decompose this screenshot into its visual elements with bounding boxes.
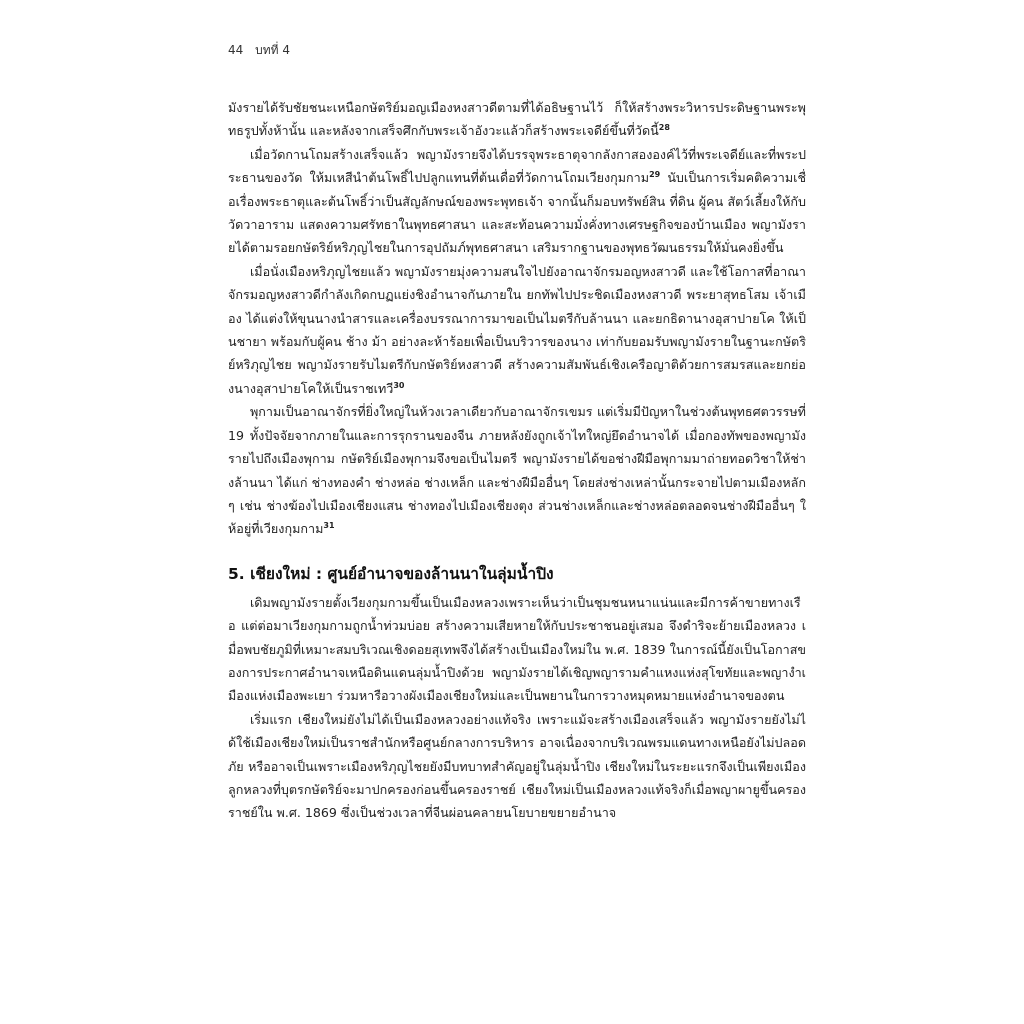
section-heading: 5. เชียงใหม่ : ศูนย์อำนาจของล้านนาในลุ่มน้ำปิง: [228, 564, 554, 583]
footnote-marker: 28: [658, 123, 670, 133]
footnote-marker: 29: [649, 170, 661, 180]
page-number: 44: [228, 43, 244, 57]
paragraph: [228, 708, 806, 825]
paragraph-continued: [228, 96, 806, 143]
paragraph-text: พุกามเป็นอาณาจักรที่ยิ่งใหญ่ในห้วงเวลาเดียวกับอาณาจักรเขมร แต่เริ่มมีปัญหาในช่วงต้นพุทธศตวรรษที่ 19 ทั้งปัจจัยจากภายในและการรุกรานของจีน ภายหลังยังถูกเจ้าไทใหญ่ยึดอำนาจได้ เมื่อกองทัพของพญามังรายไปถึงเมืองพุกาม กษัตริย์เมืองพุกามจึงขอเป็นไมตรี พญามังรายได้ขอช่างฝีมือพุกามมาถ่ายทอดวิชาให้ช่างล้านนา ได้แก่ ช่างทองคำ ช่างหล่อ ช่างเหล็ก และช่างฝีมืออื่นๆ โดยส่งช่างเหล่านั้นกระจายไปตามเมืองหลักๆ เช่น ช่างฆ้องไปเมืองเชียงแสน ช่างทองไปเมืองเชียงตุง ส่วนช่างเหล็กและช่างหล่อตลอดจนช่างฝีมืออื่นๆ ให้อยู่ที่เวียงกุมกาม: [228, 404, 806, 537]
paragraph: [228, 143, 806, 260]
paragraph-text: เริ่มแรก เชียงใหม่ยังไม่ได้เป็นเมืองหลวงอย่างแท้จริง เพราะแม้จะสร้างเมืองเสร็จแล้ว พญามังรายยังไม่ได้ใช้เมืองเชียงใหม่เป็นราชสำนักหรือศูนย์กลางการบริหาร อาจเนื่องจากบริเวณพรมแดนทางเหนือยังไม่ปลอดภัย หรืออาจเป็นเพราะเมืองหริภุญไชยยังมีบทบาทสำคัญอยู่ในลุ่มน้ำปิง เชียงใหม่ในระยะแรกจึงเป็นเพียงเมืองลูกหลวงที่บุตรกษัตริย์จะมาปกครองก่อนขึ้นครองราชย์ เชียงใหม่เป็นเมืองหลวงแท้จริงก็เมื่อพญาผายูขึ้นครองราชย์ใน พ.ศ. 1869 ซึ่งเป็นช่วงเวลาที่จีนผ่อนคลายนโยบายขยายอำนาจ: [228, 711, 806, 821]
footnote-marker: 31: [323, 521, 335, 531]
paragraph-text-tail: นับเป็นการเริ่มคติความเชื่อเรื่องพระธาตุและต้นโพธิ์ว่าเป็นสัญลักษณ์ของพระพุทธเจ้า จากนั้นก็มอบทรัพย์สิน ที่ดิน ผู้คน สัตว์เลี้ยงให้กับวัดวาอาราม แสดงความศรัทธาในพุทธศาสนา และสะท้อนความมั่งคั่งทางเศรษฐกิจของบ้านเมือง พญามังรายได้ตามรอยกษัตริย์หริภุญไชยในการอุปถัมภ์พุทธศาสนา เสริมรากฐานของพุทธวัฒนธรรมให้มั่นคงยิ่งขึ้น: [228, 170, 806, 256]
paragraph: [228, 591, 806, 708]
running-header: [228, 42, 290, 58]
paragraph-text: มังรายได้รับชัยชนะเหนือกษัตริย์มอญเมืองหงสาวดีตามที่ได้อธิษฐานไว้ ก็ให้สร้างพระวิหารประดิษฐานพระพุทธรูปทั้งห้านั้น และหลังจากเสร็จศึกกับพระเจ้าอังวะแล้วก็สร้างพระเจดีย์ขึ้นที่วัดนี้: [228, 100, 806, 139]
paragraph-text: เดิมพญามังรายตั้งเวียงกุมกามขึ้นเป็นเมืองหลวงเพราะเห็นว่าเป็นชุมชนหนาแน่นและมีการค้าขายทางเรือ แต่ต่อมาเวียงกุมกามถูกน้ำท่วมบ่อย สร้างความเสียหายให้กับประชาชนอยู่เสมอ จึงดำริจะย้ายเมืองหลวง เมื่อพบชัยภูมิที่เหมาะสมบริเวณเชิงดอยสุเทพจึงได้สร้างเป็นเมืองใหม่ใน พ.ศ. 1839 ในการณ์นี้ยังเป็นโอกาสของการประกาศอำนาจเหนือดินแดนลุ่มน้ำปิงด้วย พญามังรายได้เชิญพญารามคำแหงแห่งสุโขทัยและพญางำเมืองแห่งเมืองพะเยา ร่วมหารือวางผังเมืองเชียงใหม่และเป็นพยานในการวางหมุดหมายแห่งอำนาจของตน: [228, 594, 806, 704]
paragraph-text: เมื่อนั่งเมืองหริภุญไชยแล้ว พญามังรายมุ่งความสนใจไปยังอาณาจักรมอญหงสาวดี และใช้โอกาสที่อาณาจักรมอญหงสาวดีกำลังเกิดกบฏแย่งชิงอำนาจกันภายใน ยกทัพไปประชิดเมืองหงสาวดี พระยาสุทธโสม เจ้าเมือง ได้แต่งให้ขุนนางนำสารและเครื่องบรรณาการมาขอเป็นไมตรีกับล้านนา และยกธิดานางอุสาปายโค ให้เป็นชายา พร้อมกับผู้คน ช้าง ม้า อย่างละห้าร้อยเพื่อเป็นบริวารของนาง เท่ากับยอมรับพญามังรายในฐานะกษัตริย์หริภุญไชย พญามังรายรับไมตรีกับกษัตริย์หงสาวดี สร้างความสัมพันธ์เชิงเครือญาติด้วยการสมรสและยกย่องนางอุสาปายโคให้เป็นราชเทวี: [228, 263, 806, 396]
paragraph: [228, 400, 806, 540]
paragraph: [228, 260, 806, 400]
chapter-label: บทที่ 4: [255, 43, 290, 57]
paragraph-text: เมื่อวัดกานโถมสร้างเสร็จแล้ว พญามังรายจึงได้บรรจุพระธาตุจากลังกาสององค์ไว้ที่พระเจดีย์และที่พระประธานของวัด ให้มเหสีนำต้นโพธิ์ไปปลูกแทนที่ต้นเดื่อที่วัดกานโถมเวียงกุมกาม: [228, 146, 806, 186]
footnote-marker: 30: [393, 380, 405, 390]
page-body: [228, 96, 806, 956]
